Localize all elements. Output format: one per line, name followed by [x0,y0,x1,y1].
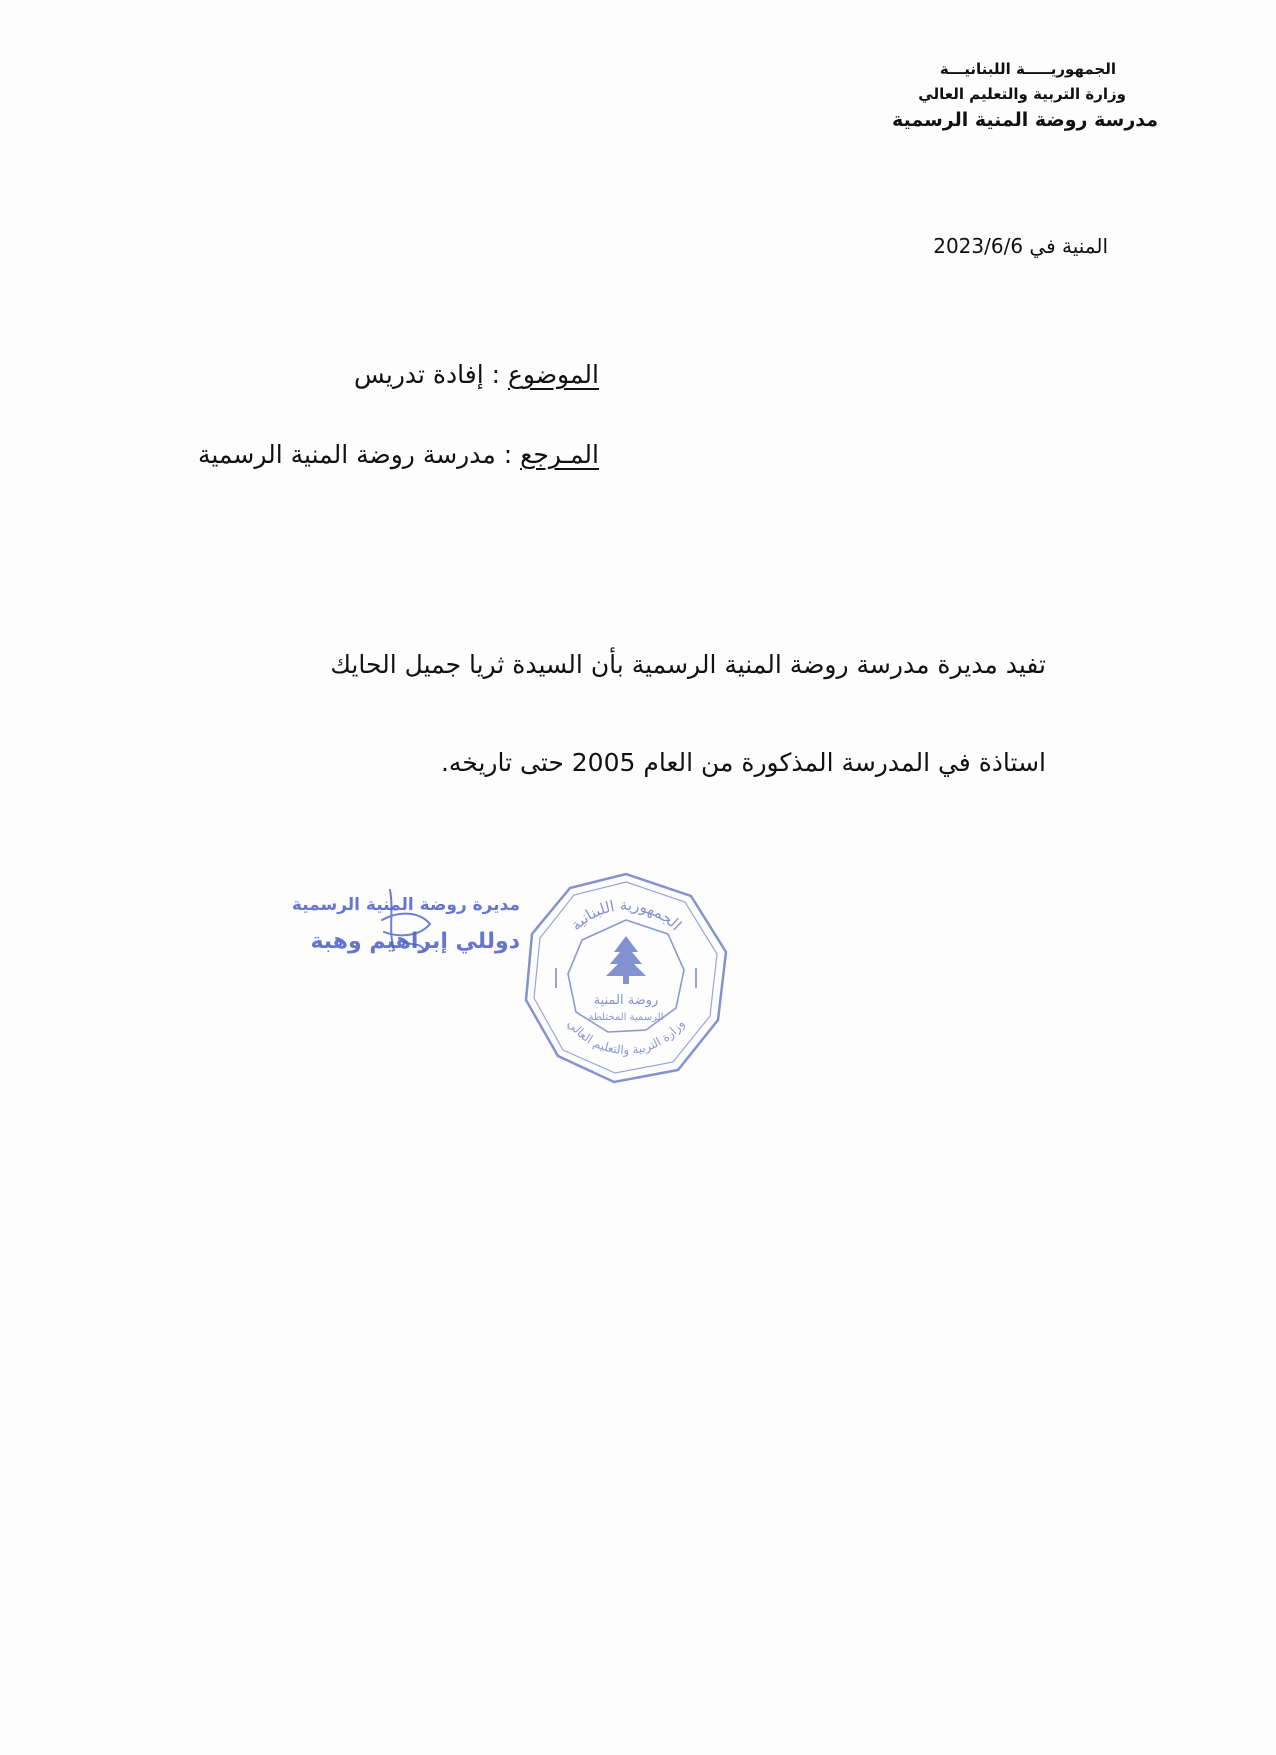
cedar-tree-icon [606,936,646,984]
reference-line [198,440,599,469]
letterhead-school: مدرسة روضة المنية الرسمية [892,109,1158,131]
body-line-1: تفيد مديرة مدرسة روضة المنية الرسمية بأن السيدة ثريا جميل الحايك [330,650,1046,679]
subject-separator: : [483,360,508,389]
signature-title: مديرة روضة المنية الرسمية [291,895,520,915]
letterhead-ministry: وزارة التربية والتعليم العالي [918,85,1126,103]
subject-line [354,360,599,389]
body-line-2: استاذة في المدرسة المذكورة من العام 2005 حتى تاريخه. [440,748,1046,777]
official-seal [518,870,734,1086]
reference-separator: : [495,440,521,469]
handwritten-signature [360,880,450,970]
signature-name: دوللي إبراهيم وهبة [310,929,520,954]
seal-bottom-text: وزارة التربية والتعليم العالي [564,1016,688,1058]
seal-inner-line2: الرسمية المختلطة [588,1012,664,1023]
reference-value: مدرسة روضة المنية الرسمية [197,440,496,469]
reference-label: المـرجع [520,440,599,469]
seal-outer-text: الجمهورية اللبنانية [567,895,686,935]
seal-inner-line1: روضة المنية [593,993,659,1008]
letterhead-republic: الجمهوريـــــة اللبنانيـــة [939,60,1116,78]
subject-label: الموضوع [508,360,599,389]
subject-value: إفادة تدريس [353,360,484,389]
date-line: المنية في 2023/6/6 [933,234,1108,258]
letterhead [778,56,1158,134]
